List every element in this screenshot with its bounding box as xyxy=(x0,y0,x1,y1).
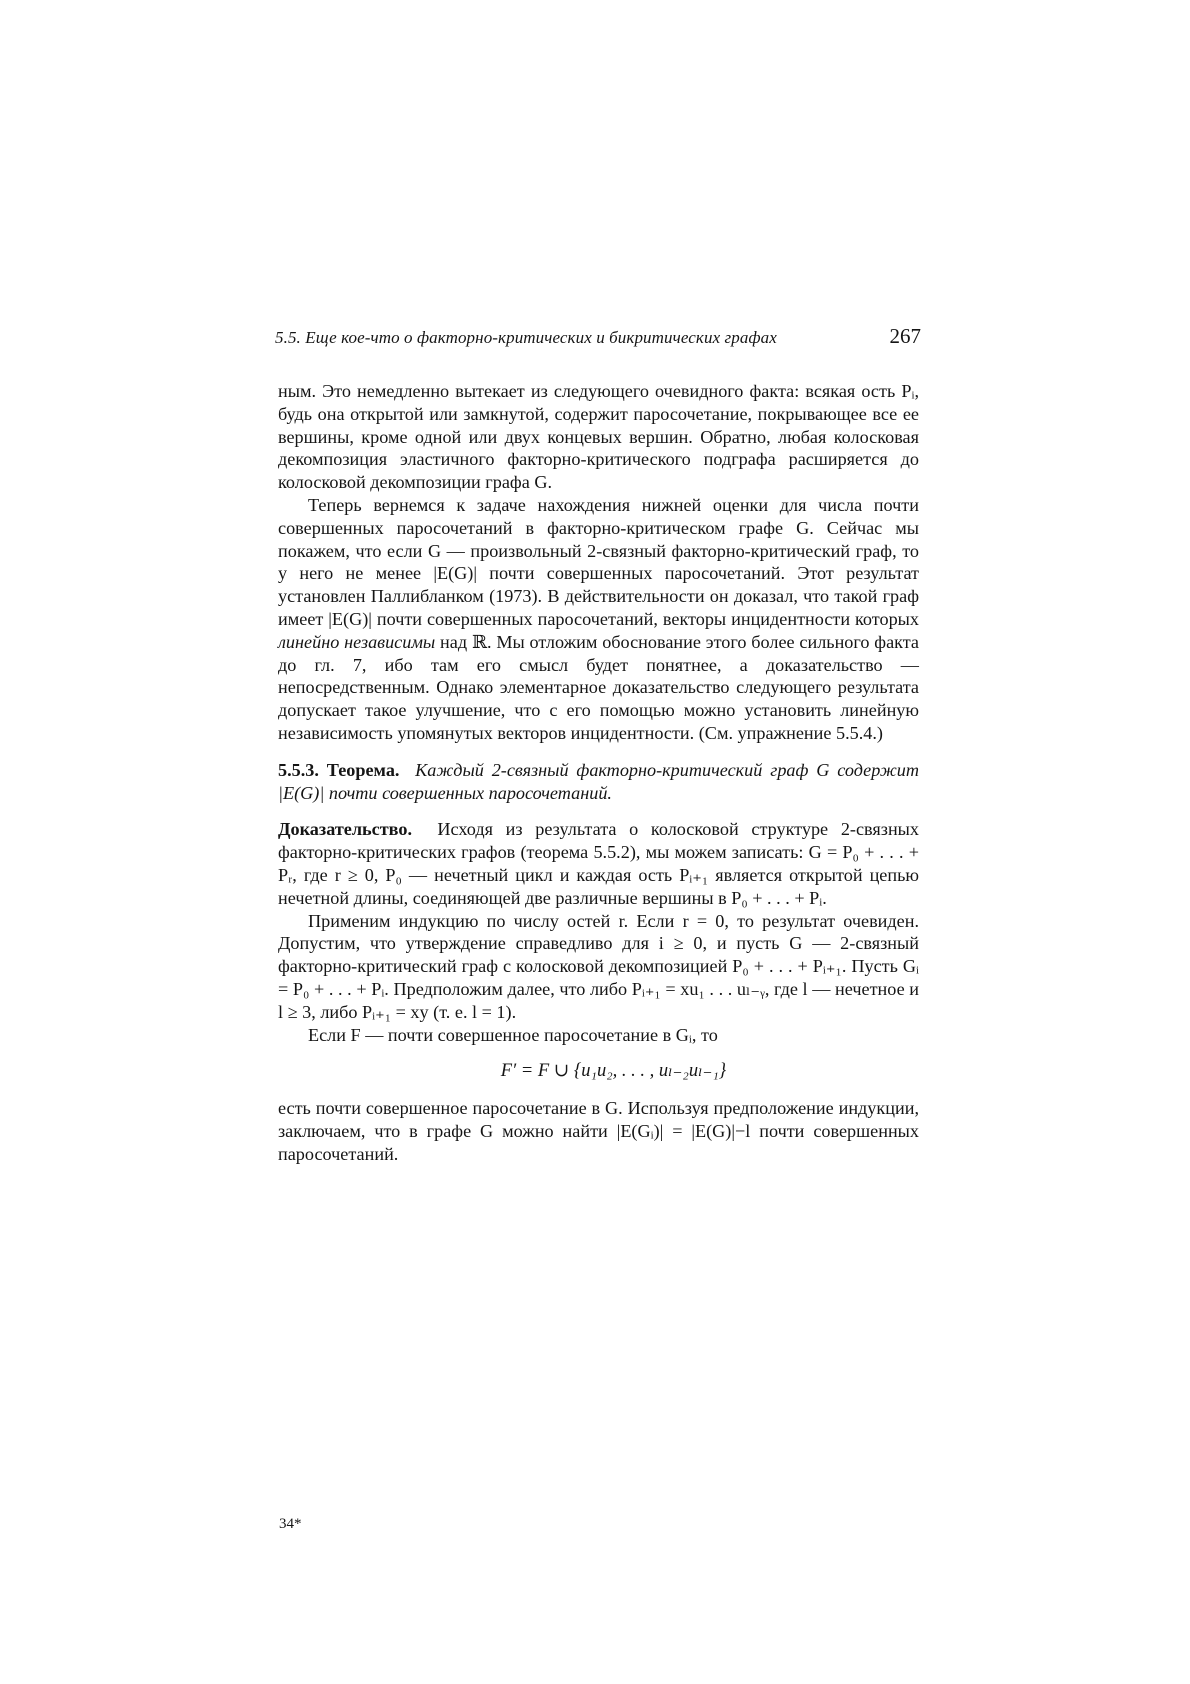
page-number: 267 xyxy=(889,324,921,348)
paragraph-2-emphasis: линейно независимы xyxy=(278,631,436,652)
page-header xyxy=(275,324,921,354)
proof-text: Исходя из результата о колосковой структуре 2-связных факторно-критических графов (теорема 5.5.2), мы можем записать: G = P₀ + . . . + Pᵣ, где r ≥ 0, P₀ — нечетный цикл и каждая ость Pᵢ₊₁ является открытой цепью нечетной длины, соединяющей две различные вершины в P₀ + . . . + Pᵢ. xyxy=(278,819,919,908)
paragraph-conclusion: есть почти совершенное паросочетание в G. Используя предположение индукции, заключаем, что в графе G можно найти |E(Gᵢ)| = |E(G)|−l почти совершенных паросочетаний. xyxy=(278,1098,919,1164)
paragraph-matching: Если F — почти совершенное паросочетание в Gᵢ, то xyxy=(308,1024,718,1045)
paragraph-1: ным. Это немедленно вытекает из следующего очевидного факта: всякая ость Pᵢ, будь она открытой или замкнутой, содержит паросочетание, покрывающее все ее вершины, кроме одной или двух концевых вершин. Обратно, любая колосковая декомпозиция эластичного факторно-критического подграфа расширяется до колосковой декомпозиции графа G. xyxy=(278,381,919,493)
main-text xyxy=(278,380,919,1166)
theorem-statement: Каждый 2-связный факторно-критический граф G содержит |E(G)| почти совершенных паросочетаний. xyxy=(278,759,919,803)
paragraph-2-text-b: над ℝ. Мы отложим обоснование этого более сильного факта до гл. 7, ибо там его смысл будет понятнее, а доказательство — непосредственным. Однако элементарное доказательство следующего результата допускает такое улучшение, что с его помощью можно установить линейную независимость упомянутых векторов инцидентности. (См. упражнение 5.5.4.) xyxy=(278,631,919,743)
signature-mark: 34* xyxy=(279,1516,302,1532)
proof-label: Доказательство. xyxy=(278,819,413,840)
proof-paragraph xyxy=(278,818,919,909)
paragraph-2 xyxy=(278,494,919,745)
paragraph-2-text-a: Теперь вернемся к задаче нахождения нижней оценки для числа почти совершенных паросочетаний в факторно-критическом графе G. Сейчас мы покажем, что если G — произвольный 2-связный факторно-критический граф, то у него не менее |E(G)| почти совершенных паросочетаний. Этот результат установлен Паллибланком (1973). В действительности он доказал, что такой граф имеет |E(G)| почти совершенных паросочетаний, векторы инцидентности которых xyxy=(278,494,919,629)
theorem-label: 5.5.3. Теорема. xyxy=(278,759,400,780)
running-head: 5.5. Еще кое-что о факторно-критических и бикритических графах xyxy=(275,328,777,347)
theorem xyxy=(278,759,919,805)
display-formula: F′ = F ∪ {u₁u₂, . . . , uₗ₋₂uₗ₋₁} xyxy=(500,1061,727,1082)
paragraph-induction: Применим индукцию по числу остей r. Если r = 0, то результат очевиден. Допустим, что утверждение справедливо для i ≥ 0, и пусть G — 2-связный факторно-критический граф с колосковой декомпозицией P₀ + . . . + Pᵢ₊₁. Пусть Gᵢ = P₀ + . . . + Pᵢ. Предположим далее, что либо Pᵢ₊₁ = xu₁ . . . uₗ₋ᵧ, где l — нечетное и l ≥ 3, либо Pᵢ₊₁ = xy (т. е. l = 1). xyxy=(278,910,919,1022)
